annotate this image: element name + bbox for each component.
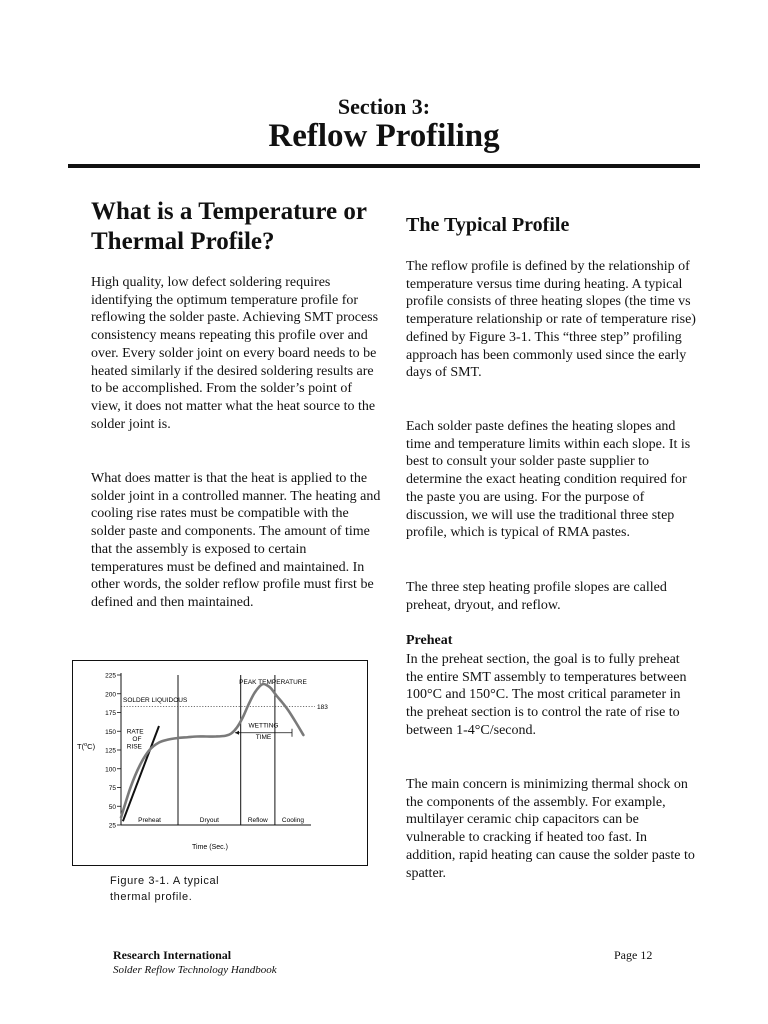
right-paragraph-1: The reflow profile is defined by the relationship of temperature versus time during heating. A typical profile consists of three heating slopes (the time vs temperature relationship or rate of temperature rise) defined by Figure 3-1. This “three step” profiling approach has been commonly used since the early days of SMT.: [406, 259, 696, 381]
thermal-profile-chart: [73, 661, 369, 867]
y-tick-label: 100: [105, 766, 116, 774]
y-tick-label: 75: [108, 785, 116, 792]
right-heading: The Typical Profile: [406, 214, 570, 236]
left-heading: What is a Temperature or Thermal Profile?: [91, 198, 367, 255]
liquidus-label: SOLDER LIQUIDOUS: [123, 696, 188, 704]
thermal-profile-figure: [72, 660, 368, 866]
caption-line-1: Figure 3-1. A typical: [110, 875, 220, 887]
peak-temperature-label: PEAK TEMPERATURE: [239, 679, 307, 686]
footer-book-title: Solder Reflow Technology Handbook: [113, 964, 277, 976]
y-tick-label: 150: [105, 728, 116, 736]
footer-organization: Research International: [113, 948, 232, 962]
rise-label: RISE: [126, 743, 142, 751]
preheat-heading: Preheat: [406, 633, 453, 648]
y-axis-label: T($^o$C): [77, 742, 96, 751]
figure-caption: [110, 873, 219, 905]
liquidus-value-label: 183: [317, 704, 328, 711]
y-tick-label: 50: [108, 803, 116, 811]
header-rule: [68, 164, 700, 168]
temperature-profile-curve: [121, 684, 303, 818]
y-tick-label: 25: [108, 822, 116, 830]
left-paragraph-2: What does matter is that the heat is applied to the solder joint in a controlled manner. The heating and cooling rise rates must be compatible with the solder paste and components. The amount of time that the assembly is exposed to certain temperatures must be defined and maintained. In other words, the solder reflow profile must first be defined and then maintained.: [91, 471, 381, 610]
right-paragraph-3: The three step heating profile slopes are called preheat, dryout, and reflow.: [406, 580, 667, 613]
zone-label-reflow: Reflow: [247, 817, 268, 824]
right-paragraph-2: Each solder paste defines the heating slopes and time and temperature limits within each slope. It is best to consult your solder paste supplier to determine the exact heating condition required for the paste you are using. For the purpose of discussion, we will use the traditional three step profile, which is typical of RMA pastes.: [406, 419, 691, 541]
preheat-paragraph-1: In the preheat section, the goal is to fully preheat the entire SMT assembly to temperatures between 100°C and 150°C. The most critical parameter in the preheat section is to control the rate of rise to between 1-4°C/second.: [406, 652, 687, 738]
zone-label-dryout: Dryout: [199, 817, 219, 824]
wetting-time-label: TIME: [255, 733, 272, 741]
rate-label: RATE: [126, 728, 144, 736]
section-label: Section 3:: [337, 94, 431, 119]
preheat-paragraph-2: The main concern is minimizing thermal shock on the components of the assembly. For example, multilayer ceramic chip capacitors can be vulnerable to cracking if heated too fast. In addition, rapid heating can cause the solder paste to spatter.: [406, 777, 695, 881]
y-tick-label: 125: [105, 747, 116, 755]
zone-label-cooling: Cooling: [281, 817, 304, 824]
left-paragraph-1: High quality, low defect soldering requires identifying the optimum temperature profile for reflowing the solder paste. Achieving SMT process consistency means repeating this profile over and over. Every solder joint on every board needs to be heated similarly if the desired soldering results are to be accomplished. From the solder’s point of view, it does not matter what the heat source to the solder joint is.: [91, 275, 379, 432]
caption-line-2: thermal profile.: [110, 891, 193, 903]
wetting-arrowhead: [235, 731, 239, 735]
y-tick-label: 200: [105, 691, 116, 699]
y-tick-label: 225: [105, 672, 116, 680]
y-tick-label: 175: [105, 710, 116, 717]
wetting-label: WETTING: [248, 722, 279, 730]
rate-of-label: OF: [132, 735, 142, 743]
zone-label-preheat: Preheat: [138, 817, 161, 824]
page-number: Page 12: [614, 948, 653, 962]
section-title: Reflow Profiling: [268, 118, 500, 154]
x-axis-label: Time (Sec.): [192, 844, 228, 851]
